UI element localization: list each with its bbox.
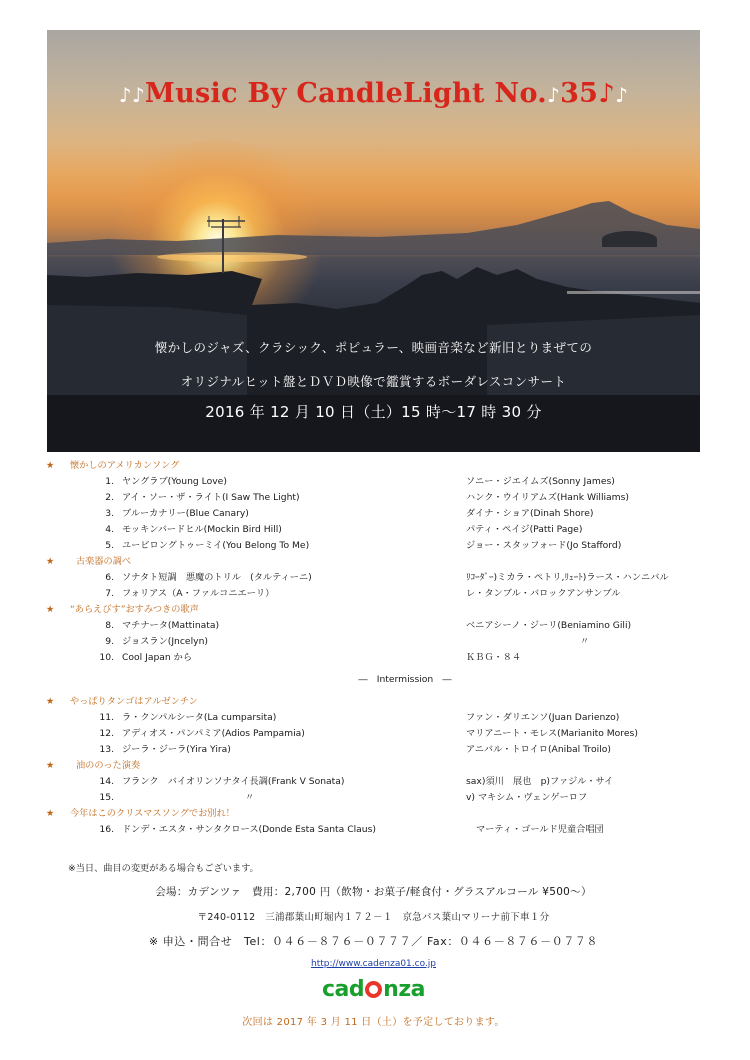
- list-item: 12. アディオス・パンパミア(Adios Pampamia) マリアニート・モレス(Marianito Mores): [99, 728, 638, 739]
- music-note-icon: ♪: [598, 79, 616, 109]
- contact-info: ※ 申込・問合せ Tel：０４６－８７６－０７７７／ Fax：０４６－８７６－０７７８: [148, 935, 599, 948]
- section-title: ★ 古楽器の調べ: [40, 554, 710, 570]
- list-item: 14. フランク バイオリンソナタイ長調(Frank V Sonata) sax)須川 展也 p)ファジル・サイ: [99, 776, 614, 787]
- section-title: ★ やっぱりタンゴはアルゼンチン: [40, 694, 710, 710]
- section-title: ★ 懐かしのアメリカンソング: [40, 458, 710, 474]
- star-icon: ★: [46, 460, 55, 471]
- list-item: 4. モッキンバードヒル(Mockin Bird Hill) パティ・ペイジ(Patti Page): [105, 524, 583, 535]
- list-item: 6. ソナタト短調 悪魔のトリル (タルティーニ) ﾘｺｰﾀﾞｰ)ミカラ・ペトリ,ﾘｭｰﾄ)ラース・ハンニバル: [105, 572, 669, 583]
- list-item: 16. ドンデ・エスタ・サンタクロース(Donde Esta Santa Claus) マーティ・ゴールド児童合唱団: [99, 824, 604, 835]
- list-item: 7. フォリアス（A・ファルコニエーリ） レ・タンブル・バロックアンサンブル: [105, 588, 621, 599]
- section-title: ★ “あらえびす”おすみつきの歌声: [40, 602, 710, 618]
- list-item: 1. ヤングラブ(Young Love) ソニー・ジエイムズ(Sonny James): [105, 476, 615, 487]
- list-item: 15. 〃 v) マキシム・ヴェンゲーロフ: [99, 792, 588, 803]
- section-title: ★ 今年はこのクリスマスソングでお別れ！: [40, 806, 710, 822]
- star-icon: ★: [46, 696, 55, 707]
- event-date-time: 2016 年 12 月 10 日（土）15 時～17 時 30 分: [205, 403, 542, 421]
- list-item: 9. ジョスラン(Jncelyn) 〃: [105, 636, 590, 647]
- star-icon: ★: [46, 556, 55, 567]
- program-list: [40, 458, 710, 838]
- next-event-notice: 次回は 2017 年 3 月 11 日（土）を予定しております。: [242, 1017, 505, 1028]
- music-note-icon: ♪: [615, 83, 629, 107]
- section-title: ★ 油ののった演奏: [40, 758, 710, 774]
- logo-circle-icon: [365, 981, 382, 998]
- star-icon: ★: [46, 808, 55, 819]
- intermission-label: ― Intermission ―: [358, 674, 452, 685]
- list-item: 2. アイ・ソー・ザ・ライト(I Saw The Light) ハンク・ウイリアムズ(Hank Williams): [105, 492, 630, 503]
- venue-fee: 会場：カデンツァ 費用：2,700 円（飲物・お菓子/軽食付・グラスアルコール ¥500～）: [155, 886, 592, 898]
- cadenza-logo: cad nza: [322, 977, 425, 1002]
- change-notice: ※当日、曲目の変更がある場合もございます。: [68, 863, 259, 874]
- event-title: [47, 78, 700, 109]
- music-note-icon: ♪♪: [118, 83, 145, 107]
- list-item: 11. ラ・クンパルシータ(La cumparsita) ファン・ダリエンソ(Juan Darienzo): [99, 712, 620, 723]
- antenna-silhouette: [205, 213, 250, 273]
- list-item: 3. ブルーカナリー(Blue Canary) ダイナ・ショア(Dinah Shore): [105, 508, 594, 519]
- star-icon: ★: [46, 604, 55, 615]
- tagline-1: 懐かしのジャズ、クラシック、ポピュラー、映画音楽など新旧とりまぜての: [154, 340, 593, 355]
- list-item: 5. ユービロングトゥーミイ(You Belong To Me) ジョー・スタッフォード(Jo Stafford): [105, 540, 622, 551]
- list-item: 8. マチナータ(Mattinata) ベニアシーノ・ジーリ(Beniamino Gili): [105, 620, 632, 631]
- website-link[interactable]: http://www.cadenza01.co.jp: [310, 959, 437, 969]
- star-icon: ★: [46, 760, 55, 771]
- music-note-icon: ♪: [546, 83, 561, 107]
- tagline-2: オリジナルヒット盤とＤＶＤ映像で鑑賞するボーダレスコンサート: [180, 374, 567, 389]
- title-main: Music By CandleLight No.: [144, 78, 547, 109]
- list-item: 13. ジーラ・ジーラ(Yira Yira) アニバル・トロイロ(Anibal Troilo): [99, 744, 611, 755]
- title-number: 35: [560, 78, 599, 109]
- address: 〒240-0112 三浦郡葉山町堀内１７２－１ 京急バス葉山マリーナ前下車１分: [197, 912, 550, 923]
- list-item: 10. Cool Japan から ＫＢＧ・８４: [99, 652, 522, 663]
